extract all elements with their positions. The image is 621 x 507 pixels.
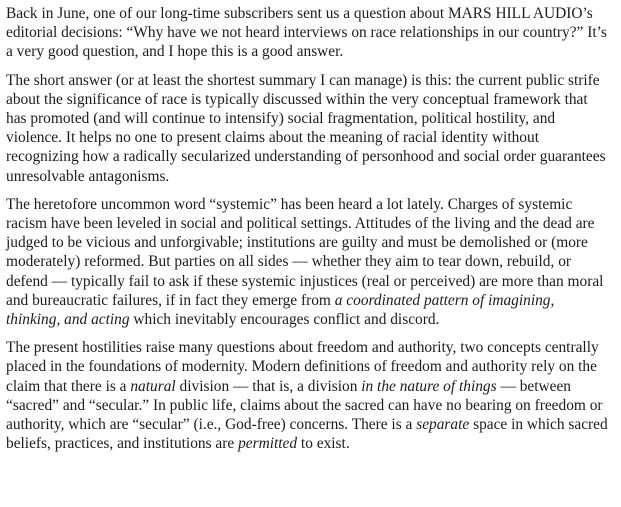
paragraph-text: to exist. xyxy=(297,435,350,453)
paragraph-text: The present hostilities raise many questions about freedom and authority, two concepts centrally placed in the foundations of modernity. Modern definitions of freedom and authority rely on the claim that there is a xyxy=(6,339,599,395)
emphasized-word: separate xyxy=(416,416,470,434)
paragraph-text: which inevitably encourages conflict and discord. xyxy=(129,311,440,329)
paragraph-text: The heretofore uncommon word “systemic” has been heard a lot lately. Charges of systemic racism have been leveled in social and political settings. Attitudes of the living and the dead are judged to be vicious and unforgivable; institutions are guilty and must be demolished or (more moderately) reformed. But parties on all sides — whether they aim to tear down, rebuild, or defend — typically fail to ask if these systemic injustices (real or perceived) are more than moral and bureaucratic failures, if in fact they emerge from xyxy=(6,195,604,309)
paragraph-4 xyxy=(6,338,611,453)
paragraph-2 xyxy=(6,71,611,186)
paragraph-text: The short answer (or at least the shortest summary I can manage) is this: the current public strife about the significance of race is typically discussed within the very conceptual framework that has promoted (and will continue to intensify) social fragmentation, political hostility, and violence. It helps no one to present claims about the meaning of racial identity without recognizing how a radically secularized understanding of personhood and social order guarantees unresolvable antagonisms. xyxy=(6,71,606,185)
paragraph-1 xyxy=(6,4,611,62)
paragraph-text: — between “sacred” and “secular.” In public life, claims about the sacred can have no bearing on freedom or authority, which are “secular” (i.e., God-free) concerns. There is a xyxy=(6,377,603,434)
paragraph-text: Back in June, one of our long-time subscribers sent us a question about MARS HILL AUDIO’s editorial decisions: “Why have we not heard interviews on race relationships in our country?” It’s a very good question, and I hope this is a good answer. xyxy=(6,5,607,61)
paragraph-text: space in which sacred beliefs, practices, and institutions are xyxy=(6,416,608,453)
emphasized-phrase: in the nature of things xyxy=(361,377,497,395)
paragraph-text: division — that is, a division xyxy=(175,377,362,395)
emphasized-word: natural xyxy=(130,377,176,395)
paragraph-3 xyxy=(6,195,611,329)
emphasized-word: permitted xyxy=(238,435,298,453)
emphasized-phrase: a coordinated pattern of imagining, thinking, and acting xyxy=(6,291,555,329)
